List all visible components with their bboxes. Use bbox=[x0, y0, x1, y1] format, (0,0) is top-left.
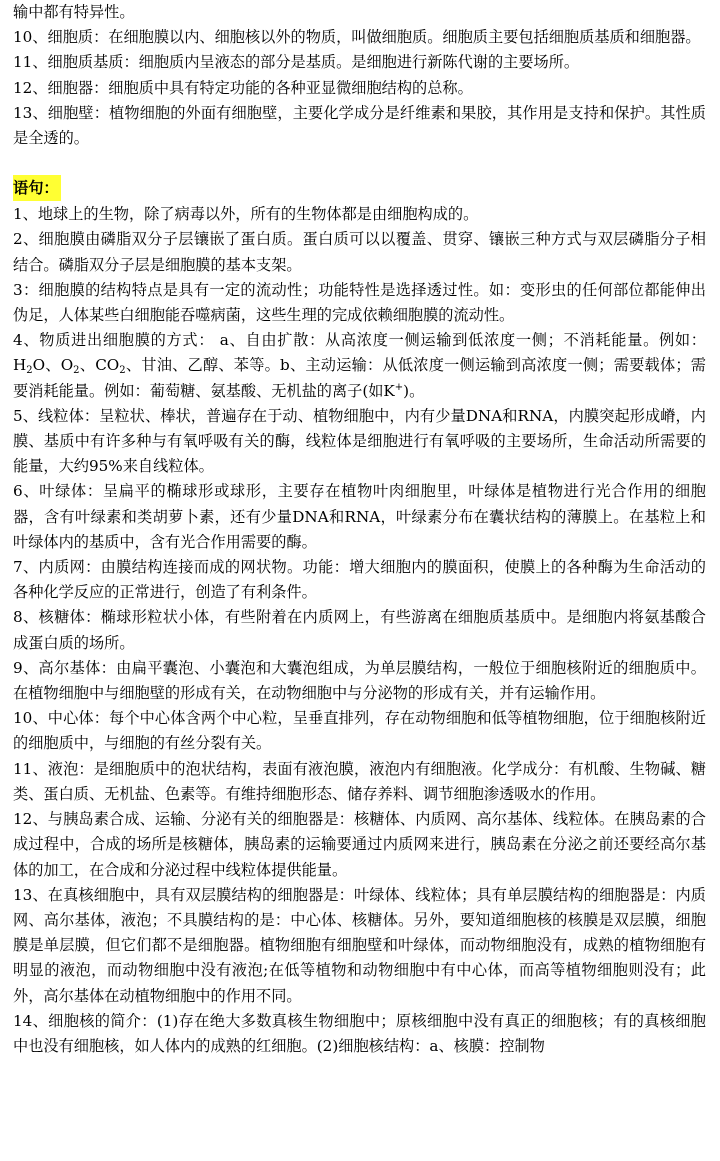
section-heading-row bbox=[13, 175, 706, 201]
statement-paragraph: 13、在真核细胞中，具有双层膜结构的细胞器是：叶绿体、线粒体；具有单层膜结构的细胞器是：内质网、高尔基体，液泡；不具膜结构的是：中心体、核糖体。另外，要知道细胞核的核膜是双层膜，细胞膜是单层膜，但它们都不是细胞器。植物细胞有细胞壁和叶绿体，而动物细胞没有，成熟的植物细胞有明显的液泡，而动物细胞中没有液泡;在低等植物和动物细胞中有中心体，而高等植物细胞则没有；此外，高尔基体在动植物细胞中的作用不同。 bbox=[13, 885, 706, 1005]
statement-paragraph: 3：细胞膜的结构特点是具有一定的流动性；功能特性是选择透过性。如：变形虫的任何部位都能伸出伪足，人体某些白细胞能吞噬病菌，这些生理的完成依赖细胞膜的流动性。 bbox=[13, 280, 706, 325]
statement-paragraph: 9、高尔基体：由扁平囊泡、小囊泡和大囊泡组成，为单层膜结构，一般位于细胞核附近的细胞质中。在植物细胞中与细胞壁的形成有关，在动物细胞中与分泌物的形成有关，并有运输作用。 bbox=[13, 658, 706, 703]
subscript: 2 bbox=[26, 365, 33, 377]
statement-paragraph: 11、液泡：是细胞质中的泡状结构，表面有液泡膜，液泡内有细胞液。化学成分：有机酸、生物碱、糖类、蛋白质、无机盐、色素等。有维持细胞形态、储存养料、调节细胞渗透吸水的作用。 bbox=[13, 759, 706, 803]
text-run: O、O bbox=[32, 356, 74, 375]
section-gap bbox=[13, 151, 706, 175]
definition-paragraph: 12、细胞器：细胞质中具有特定功能的各种亚显微细胞结构的总称。 bbox=[13, 78, 473, 97]
statement-paragraph: 1、地球上的生物，除了病毒以外，所有的生物体都是由细胞构成的。 bbox=[13, 205, 479, 224]
statements-section bbox=[13, 202, 706, 1059]
statement-paragraph: 10、中心体：每个中心体含两个中心粒，呈垂直排列，存在动物细胞和低等植物细胞，位于细胞核附近的细胞质中，与细胞的有丝分裂有关。 bbox=[13, 709, 706, 753]
statement-paragraph-transport bbox=[13, 328, 706, 404]
statement-paragraph: 2、细胞膜由磷脂双分子层镶嵌了蛋白质。蛋白质可以以覆盖、贯穿、镶嵌三种方式与双层磷脂分子相结合。磷脂双分子层是细胞膜的基本支架。 bbox=[13, 230, 706, 274]
statement-paragraph: 8、核糖体：椭球形粒状小体，有些附着在内质网上，有些游离在细胞质基质中。是细胞内将氨基酸合成蛋白质的场所。 bbox=[13, 608, 706, 652]
definitions-section bbox=[13, 0, 706, 151]
subscript: 2 bbox=[73, 365, 80, 377]
document-page bbox=[13, 0, 706, 1059]
text-run: 4、物质进出细胞膜的方式： a、自由扩散：从高浓度一侧运输到低浓度一侧；不消耗能量。例如：H bbox=[13, 331, 706, 375]
definition-paragraph: 11、细胞质基质：细胞质内呈液态的部分是基质。是细胞进行新陈代谢的主要场所。 bbox=[13, 53, 580, 72]
text-run: )。 bbox=[403, 381, 425, 400]
definition-paragraph: 输中都有特异性。 bbox=[13, 3, 135, 21]
statement-paragraph: 12、与胰岛素合成、运输、分泌有关的细胞器是：核糖体、内质网、高尔基体、线粒体。在胰岛素的合成过程中，合成的场所是核糖体，胰岛素的运输要通过内质网来进行，胰岛素在分泌之前还要经高尔基体的加工，在合成和分泌过程中线粒体提供能量。 bbox=[13, 810, 706, 879]
text-run: 、甘油、乙醇、苯等。b、主动运输：从低浓度一侧运输到高浓度一侧；需要载体；需要消耗能量。例如：葡萄糖、氨基酸、无机盐的离子(如K bbox=[13, 356, 706, 400]
statement-paragraph: 14、细胞核的简介：(1)存在绝大多数真核生物细胞中；原核细胞中没有真正的细胞核；有的真核细胞中也没有细胞核，如人体内的成熟的红细胞。(2)细胞核结构：a、核膜：控制物 bbox=[13, 1011, 706, 1055]
definition-paragraph: 13、细胞壁：植物细胞的外面有细胞壁，主要化学成分是纤维素和果胶，其作用是支持和保护。其性质是全透的。 bbox=[13, 103, 706, 148]
statement-paragraph: 5、线粒体：呈粒状、棒状，普遍存在于动、植物细胞中，内有少量DNA和RNA，内膜突起形成嵴，内膜、基质中有许多种与有氧呼吸有关的酶，线粒体是细胞进行有氧呼吸的主要场所，生命活动所需要的能量，大约95%来自线粒体。 bbox=[13, 406, 706, 476]
superscript: + bbox=[394, 381, 404, 393]
statement-paragraph: 6、叶绿体：呈扁平的椭球形或球形，主要存在植物叶肉细胞里，叶绿体是植物进行光合作用的细胞器，含有叶绿素和类胡萝卜素，还有少量DNA和RNA，叶绿素分布在囊状结构的薄膜上。在基粒上和叶绿体内的基质中，含有光合作用需要的酶。 bbox=[13, 482, 706, 551]
subscript: 2 bbox=[119, 365, 126, 377]
statement-paragraph: 7、内质网：由膜结构连接而成的网状物。功能：增大细胞内的膜面积，使膜上的各种酶为生命活动的各种化学反应的正常进行，创造了有利条件。 bbox=[13, 558, 706, 602]
section-heading: 语句： bbox=[13, 175, 61, 201]
text-run: 、CO bbox=[79, 356, 120, 375]
definition-paragraph: 10、细胞质：在细胞膜以内、细胞核以外的物质，叫做细胞质。细胞质主要包括细胞质基质和细胞器。 bbox=[13, 28, 701, 47]
